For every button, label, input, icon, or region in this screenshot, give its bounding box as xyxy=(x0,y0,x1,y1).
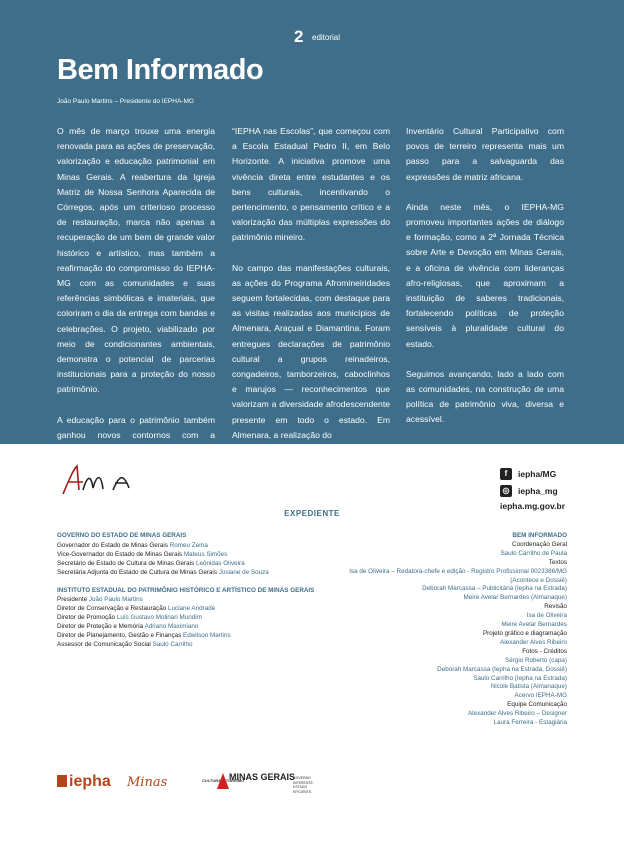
credit-name: Nicole Batista (Almanaque) xyxy=(490,683,567,691)
credit-role: Revisão xyxy=(544,603,567,611)
credit-name: (Acontece e Dossiê) xyxy=(510,576,567,584)
paragraph: Seguimos avançando, lado a lado com as comunidades, na construção de uma política de patrimônio viva, diversa e acessível. xyxy=(406,368,564,425)
triangle-icon xyxy=(217,773,229,789)
credit-line: Vice-Governador do Estado de Minas Gerais Mateus Simões xyxy=(57,550,228,558)
article-column-2 xyxy=(232,124,390,458)
credit-name: Acervo IEPHA-MG xyxy=(514,692,567,700)
credit-name: Meire Avelar Bernardes xyxy=(501,621,567,629)
ana-logo xyxy=(57,462,152,502)
instagram-icon: ◎ xyxy=(500,485,512,497)
section-label: editorial xyxy=(312,33,341,42)
social-links xyxy=(500,465,558,499)
credit-name: Deborah Marcassa – Publicitária (Iepha na Estrada) xyxy=(422,585,567,593)
credit-name: Alexander Alves Ribeiro – Designer xyxy=(467,710,567,718)
credit-name: Saulo Carrilho de Paula xyxy=(500,549,567,557)
footer-logos xyxy=(57,773,327,795)
instagram-handle: iepha_mg xyxy=(518,485,558,496)
facebook-icon: f xyxy=(500,468,512,480)
paragraph: O mês de março trouxe uma energia renovada para as ações de preservação, valorização e educação patrimonial em Minas Gerais. A reabertura da Igreja Matriz de Nossa Senhora Aparecida de Córregos, após um criterioso processo de restauração, marca não apenas a recuperação de um bem de grande valor histórico e artístico, mas também a reafirmação do compromisso do IEPHA-MG com as comunidades e suas referências simbólicas e imateriais, que coloriram o dia da entrega com bandas e celebrações. O projeto, viabilizado por meio de condicionantes ambientais, demonstra o potencial de parcerias institucionais para a proteção do nosso patrimônio. xyxy=(57,126,215,395)
expediente-title: EXPEDIENTE xyxy=(284,509,340,518)
credit-name: Meire Avelar Bernardes (Almanaque) xyxy=(463,594,567,602)
credit-line: Assessor de Comunicação Social Saulo Carrilho xyxy=(57,640,193,648)
facebook-link[interactable] xyxy=(500,465,558,482)
paragraph: “IEPHA nas Escolas”, que começou com a Escola Estadual Pedro II, em Belo Horizonte. A iniciativa promove uma vivência direta entre estudantes e os bens culturais, incentivando o pertencimento, o pensamento crítico e a valorização das múltiplas expressões do patrimônio mineiro. xyxy=(232,126,390,243)
credit-line: Secretária Adjunta do Estado de Cultura de Minas Gerais Josiane de Souza xyxy=(57,568,269,576)
institute-heading: INSTITUTO ESTADUAL DO PATRIMÔNIO HISTÓRICO E ARTÍSTICO DE MINAS GERAIS xyxy=(57,586,315,594)
credit-line: Diretor de Proteção e Memória Adriano Maximiano xyxy=(57,623,199,631)
minas-logo: Minas xyxy=(127,775,168,790)
gov-slogan: GOVERNO DIFERENTE. ESTADO EFICIENTE. xyxy=(293,776,314,794)
credit-line: Governador do Estado de Minas Gerais Romeu Zema xyxy=(57,541,208,549)
credit-role: Projeto gráfico e diagramação xyxy=(482,629,567,637)
article-column-3 xyxy=(406,124,564,473)
paragraph: Inventário Cultural Participativo com povos de terreiro representa mais um passo para a salvaguarda das expressões de matriz africana. xyxy=(406,126,564,182)
paragraph: Boa leitura e até a próxima edição! xyxy=(406,444,539,455)
paragraph: Ainda neste mês, o IEPHA-MG promoveu importantes ações de diálogo e formação, como a 2ª Jornada Técnica sobre Arte e Devoção em Minas Gerais, e a oficina de vivência com lideranças afro-religiosas, que aproximam a instituição de saberes tradicionais, fortalecendo políticas de proteção sensíveis à pluralidade cultural do estado. xyxy=(406,201,564,349)
credit-line: Diretor de Planejamento, Gestão e Finanças Edwilson Martins xyxy=(57,632,231,640)
credits-right xyxy=(237,532,567,728)
website-link[interactable]: iepha.mg.gov.br xyxy=(500,501,566,511)
credit-line: Diretor de Promoção Luís Gustavo Molinari Mundim xyxy=(57,614,202,622)
facebook-handle: iepha/MG xyxy=(518,468,557,479)
house-icon xyxy=(57,775,67,787)
minas-gerais-logo: MINAS GERAIS xyxy=(229,773,295,782)
credit-name: Isa de Oliveira xyxy=(526,612,567,620)
byline: João Paulo Martins – Presidente do IEPHA-MG xyxy=(57,98,194,105)
article-column-1 xyxy=(57,124,215,473)
paragraph: No campo das manifestações culturais, as ações do Programa Afromineiridades seguem fortalecidas, com destaque para as visitas realizadas aos municípios de Almenara, Araçuaí e Diamantina. Foram entregues declarações de patrimônio cultural a grupos reinadeiros, congadeiros, tamborzeiros, caboclinhos e marujos — reconhecimentos que valorizam a diversidade afrodescendente presente em todo o estado. Em Almenara, a realização do xyxy=(232,262,390,440)
iepha-logo: iepha xyxy=(57,773,111,791)
credit-role: Fotos - Créditos xyxy=(522,647,567,655)
credit-line: Diretor de Conservação e Restauração Luciane Andrade xyxy=(57,605,216,613)
credit-name: Isa de Oliveira – Redatora-chefe e edição - Registro Profissional 0023386/MG xyxy=(349,567,567,575)
credit-line: Presidente João Paulo Martins xyxy=(57,596,143,604)
instagram-link[interactable] xyxy=(500,482,558,499)
credit-name: Deborah Marcassa (Iepha na Estrada, Dossiê) xyxy=(437,665,567,673)
page-number: 2 xyxy=(294,27,304,46)
credits-heading: BEM INFORMADO xyxy=(512,532,567,539)
page-title: Bem Informado xyxy=(57,54,264,86)
credit-name: Saulo Carrilho (Iepha na Estrada) xyxy=(473,674,567,682)
credit-role: Textos xyxy=(548,558,567,566)
credit-name: Alexander Alves Ribeiro xyxy=(500,638,567,646)
credit-role: Equipe Comunicação xyxy=(507,701,567,709)
cultura-turismo-logo: CULTURA E TURISMO xyxy=(202,778,245,783)
credit-name: Laura Ferreira - Estagiária xyxy=(493,719,567,727)
credit-role: Coordenação Geral xyxy=(512,540,567,548)
gov-heading: GOVERNO DO ESTADO DE MINAS GERAIS xyxy=(57,532,187,539)
credit-line: Secretário de Estado de Cultura de Minas Gerais Leônidas Oliveira xyxy=(57,559,245,567)
credit-name: Sérgio Roberto (capa) xyxy=(505,656,567,664)
paragraph: A educação para o patrimônio também ganhou novos contornos com a retomada do projeto xyxy=(57,414,215,456)
